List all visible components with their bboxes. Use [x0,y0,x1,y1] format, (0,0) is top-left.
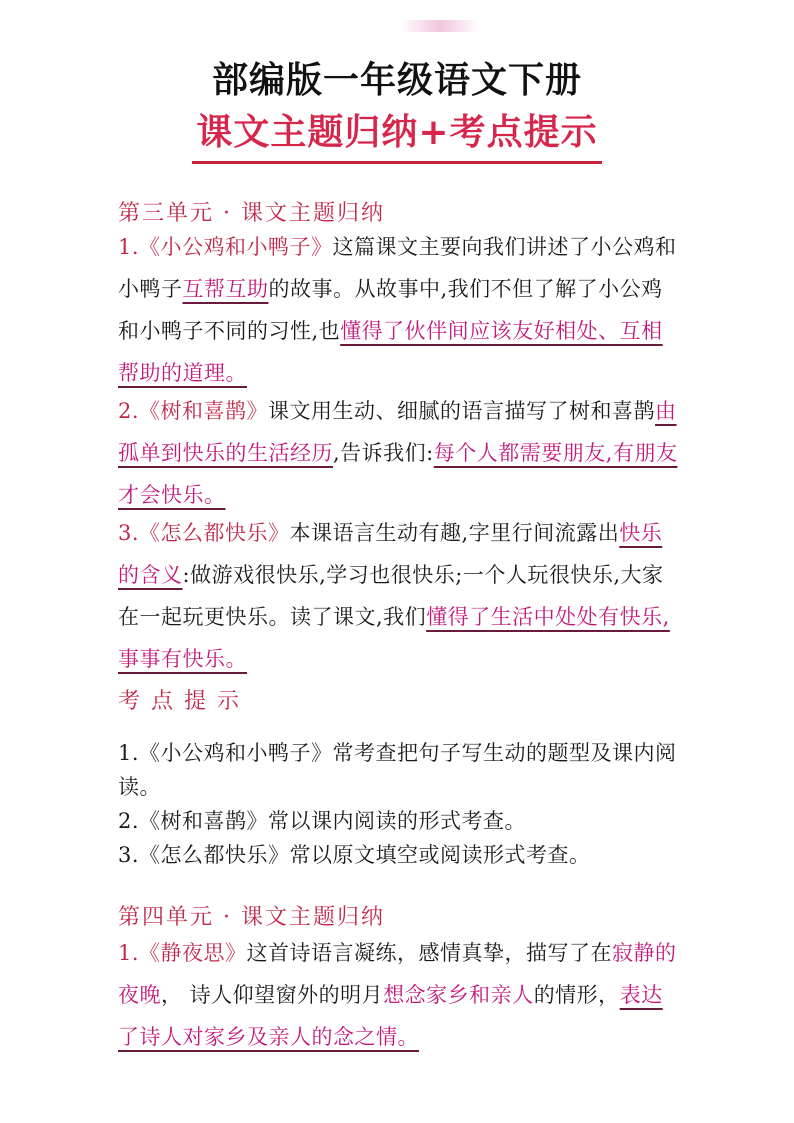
tips-list [118,736,678,872]
lesson-title: 《小公鸡和小鸭子》 [139,235,333,259]
highlight-text: 表达了诗人对家乡及亲人的念之情。 [118,983,663,1049]
unit3-item-3 [118,512,678,680]
unit4-heading: 第四单元 · 课文主题归纳 [118,905,385,930]
body-text: 的故事。从故事中,我们不但了解了小公鸡和小鸭子不同的习性,也 [118,277,663,343]
body-text: 这首诗语言凝练，感情真挚，描写了在 [246,941,613,965]
highlight-text: 由孤单到快乐的生活经历 [118,399,677,465]
top-decoration [400,20,480,32]
page-subtitle: 课文主题归纳+考点提示 [192,104,601,164]
tips-heading: 考 点 提 示 [118,689,241,714]
highlight-text: 懂得了伙伴间应该友好相处、互相帮助的道理。 [118,319,663,385]
body-text: :做游戏很快乐,学习也很快乐;一个人玩很快乐,大家在一起玩更快乐。读了课文,我们 [118,563,664,629]
body-text: ， 诗人仰望窗外的明月 [161,983,384,1007]
item-number: 1. [118,235,140,259]
body-text: 课文用生动、细腻的语言描写了树和喜鹊 [268,399,656,423]
body-text: ,告诉我们: [333,441,434,465]
item-number: 2. [118,399,140,423]
list-item: 3.《怎么都快乐》常以原文填空或阅读形式考查。 [118,843,591,867]
highlight-text: 懂得了生活中处处有快乐,事事有快乐。 [118,605,670,671]
body-text: 的情形， [533,983,620,1007]
highlight-text: 快乐的含义 [118,521,663,587]
lesson-title: 《静夜思》 [139,941,247,965]
subtitle-wrap [0,104,794,164]
page-title: 部编版一年级语文下册 [211,60,582,101]
item-number: 3. [118,521,140,545]
unit4-item-1 [118,932,678,1058]
highlight-text: 互帮互助 [182,277,269,301]
unit3-heading: 第三单元 · 课文主题归纳 [118,201,385,226]
lesson-title: 《怎么都快乐》 [139,521,290,545]
highlight-text: 想念家乡和亲人 [383,983,534,1007]
highlight-text: 每个人都需要朋友,有朋友才会快乐。 [118,441,678,507]
list-item: 1.《小公鸡和小鸭子》常考查把句子写生动的题型及课内阅读。 [118,741,677,799]
lesson-title: 《树和喜鹊》 [139,399,269,423]
unit3-item-1 [118,226,678,394]
unit3-item-2 [118,390,678,516]
list-item: 2.《树和喜鹊》常以课内阅读的形式考查。 [118,809,527,833]
body-text: 本课语言生动有趣,字里行间流露出 [289,521,620,545]
body-text: 这篇课文主要向我们讲述了小公鸡和小鸭子 [118,235,677,301]
highlight-text: 寂静的夜晚 [118,941,677,1007]
item-number: 1. [118,941,140,965]
